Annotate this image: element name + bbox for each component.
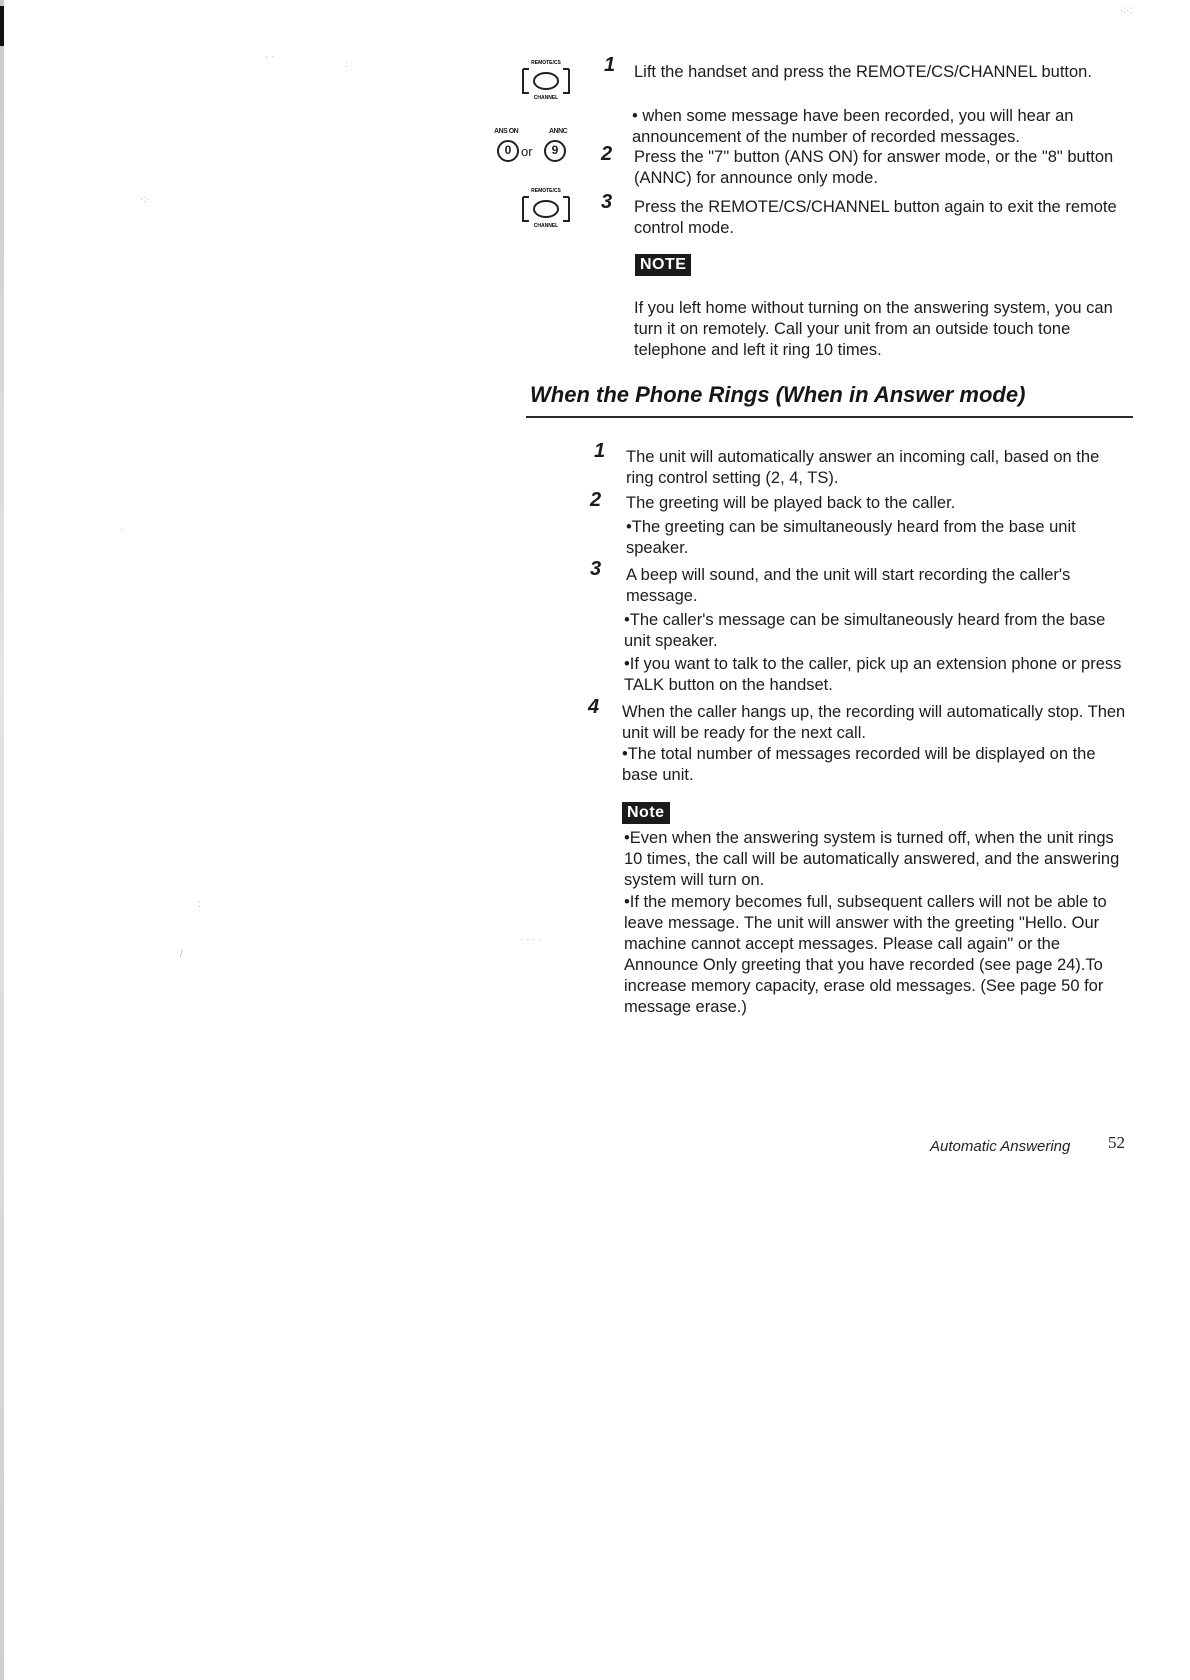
step-subtext: •The total number of messages recorded will be displayed on the base unit. [622, 745, 1096, 784]
remote-button-bottom-label: CHANNEL [533, 223, 559, 229]
heading-underline [526, 416, 1133, 418]
remote-cs-channel-button-icon [515, 183, 577, 231]
step-text: A beep will sound, and the unit will start recording the caller's message. [626, 566, 1071, 605]
note-bullet: •Even when the answering system is turned off, when the unit rings 10 times, the call will be automatically answered, and the answering system will turn on. [624, 829, 1120, 889]
scan-speck: ·:· [140, 194, 150, 205]
scan-speck: : [198, 899, 201, 910]
step-number: 1 [604, 54, 616, 76]
scan-edge [0, 0, 4, 1680]
step-subtext: • when some message have been recorded, you will hear an announcement of the number of recorded messages. [632, 107, 1074, 146]
scan-speck: : [345, 59, 348, 70]
step-text: When the caller hangs up, the recording will automatically stop. Then unit will be ready for the next call. [622, 703, 1126, 742]
scan-speck: · [120, 524, 124, 535]
step-text: The greeting will be played back to the caller. [626, 494, 956, 512]
remote-button-top-label: REMOTE/CS [531, 188, 561, 194]
note-text: If you left home without turning on the answering system, you can turn it on remotely. Call your unit from an outside touch tone telephone and left it ring 10 times. [634, 299, 1113, 359]
note-badge: Note [622, 802, 670, 824]
step-text: Press the REMOTE/CS/CHANNEL button again to exit the remote control mode. [634, 198, 1117, 237]
ans-on-or-annc-keys [494, 128, 584, 168]
page-number: 52 [1108, 1133, 1125, 1152]
step-text: Press the "7" button (ANS ON) for answer mode, or the "8" button (ANNC) for announce only mode. [634, 148, 1114, 187]
annc-label: ANNC [549, 128, 568, 135]
step-number: 2 [590, 489, 602, 511]
remote-cs-channel-button-icon [515, 55, 577, 103]
note-badge: NOTE [635, 254, 691, 276]
step-number: 3 [601, 191, 613, 213]
scan-speck: ·:·: [1120, 5, 1133, 16]
remote-button-bottom-label: CHANNEL [533, 95, 559, 101]
or-label: or [521, 144, 533, 159]
key-0-icon: 0 [497, 140, 519, 162]
scan-speck: / [180, 949, 183, 960]
step-number: 4 [588, 696, 600, 718]
note-bullet: •If the memory becomes full, subsequent callers will not be able to leave message. The unit will answer with the greeting "Hello. Our machine cannot accept messages. Please call again" or the Announce Only greeting that you have recorded (see page 24).To increase memory capacity, erase old messages. (See page 50 for message erase.) [624, 893, 1107, 1016]
step-subtext: •If you want to talk to the caller, pick up an extension phone or press TALK button on the handset. [624, 655, 1122, 694]
step-number: 3 [590, 558, 602, 580]
step-text: The unit will automatically answer an incoming call, based on the ring control setting (2, 4, TS). [626, 448, 1100, 487]
scan-speck: · · [265, 51, 275, 62]
step-subtext: •The greeting can be simultaneously heard from the base unit speaker. [626, 518, 1076, 557]
remote-button-top-label: REMOTE/CS [531, 60, 561, 66]
key-9-icon: 9 [544, 140, 566, 162]
step-text: Lift the handset and press the REMOTE/CS/CHANNEL button. [634, 63, 1092, 81]
section-heading: When the Phone Rings (When in Answer mode) [530, 382, 1026, 407]
footer-section-title: Automatic Answering [930, 1138, 1071, 1155]
scan-mark [0, 6, 4, 46]
step-number: 1 [594, 440, 606, 462]
step-subtext: •The caller's message can be simultaneously heard from the base unit speaker. [624, 611, 1106, 650]
ans-on-label: ANS ON [494, 128, 519, 135]
scan-speck: · · · · [520, 934, 542, 945]
step-number: 2 [601, 143, 613, 165]
